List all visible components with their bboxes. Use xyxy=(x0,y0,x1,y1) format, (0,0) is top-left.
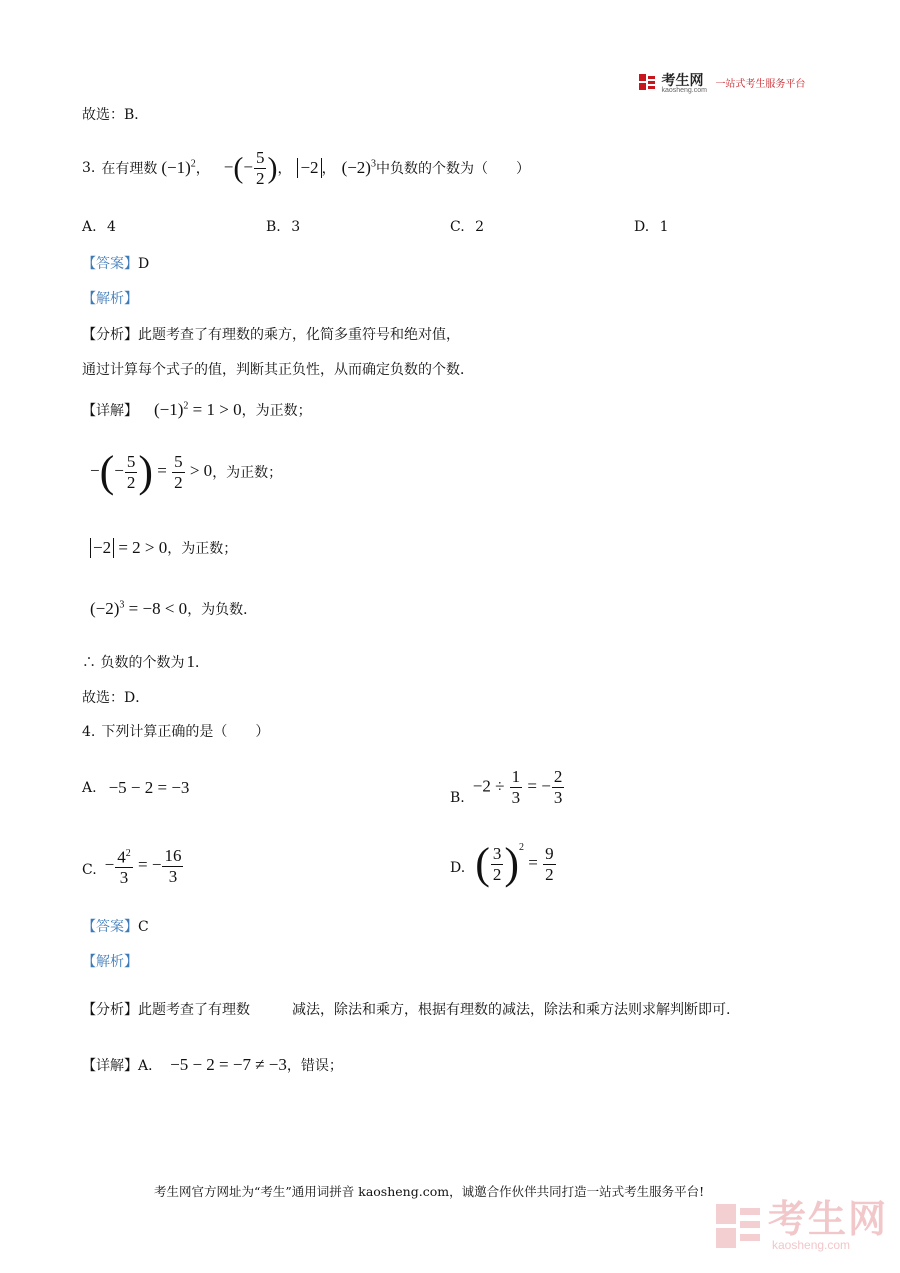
watermark-url: kaosheng.com xyxy=(772,1238,851,1252)
q3-analysis-label: 【解析】 xyxy=(82,291,138,307)
q3-expr-2: −(− $\frac{5}{2}$ ) xyxy=(223,147,278,188)
header-logo xyxy=(639,70,805,94)
q4-option-c: C. − $\frac{4^2}{3}$ = − $\frac{16}{3}$ xyxy=(82,845,182,888)
kaosheng-logo-icon xyxy=(639,74,655,90)
watermark-name: 考生网 xyxy=(768,1199,889,1241)
q3-answer-value: D xyxy=(138,256,150,272)
answer-label: 【答案】 xyxy=(82,919,138,935)
footer-text: 考生网官方网址为“考生”通用词拼音 kaosheng.com，诚邀合作伙伴共同打造一站式考生服务平台! xyxy=(154,1184,705,1199)
q4-number: 4. xyxy=(82,724,96,740)
q3-stem-prefix: 在有理数 xyxy=(101,161,158,177)
q4-fenxi: 【分析】此题考查了有理数 减法，除法和乘方，根据有理数的减法，除法和乘方法则求解判断即可. xyxy=(82,1002,731,1018)
q4-option-d: D. ( $\frac{3}{2}$ )$^2$ = $\frac{9}{2}$ xyxy=(450,839,554,888)
q3-sep-1: ， xyxy=(195,161,210,177)
q3-sep-2: ， xyxy=(277,161,292,177)
q3-detail-1: 【详解】 $(-1)^2 = 1 > 0$ ，为正数； xyxy=(82,400,312,419)
q3-expr-3: −2 xyxy=(297,158,321,178)
detail-label: 【详解】 xyxy=(82,1058,138,1074)
q4-answer-value: C xyxy=(138,919,149,935)
q3-expr-1: $(-1)^2$ xyxy=(161,158,196,177)
q3-fenxi-2: 通过计算每个式子的值，判断其正负性，从而确定负数的个数． xyxy=(82,362,474,378)
q3-option-c: C. 2 xyxy=(450,219,485,235)
q3-expr-4: $(-2)^3$ xyxy=(341,158,376,177)
header-logo-url: kaosheng.com xyxy=(661,87,707,94)
q3-conclusion: 故选：D． xyxy=(82,690,150,706)
q3-stem xyxy=(82,138,530,198)
q4-option-a: A. −5 − 2 = −3 xyxy=(82,778,190,797)
q3-option-a: A. 4 xyxy=(82,219,116,235)
q3-detail-3: −2 = 2 > 0 ，为正数； xyxy=(82,532,237,564)
q3-detail-2: −(− $\frac{5}{2}$ ) = $\frac{5}{2}$ > 0 ，为正数； xyxy=(90,447,283,496)
answer-label: 【答案】 xyxy=(82,256,138,272)
q3-therefore: ∴ 负数的个数为 1． xyxy=(82,652,209,671)
q4-stem: 4. 下列计算正确的是（ ） xyxy=(82,724,270,740)
q3-stem-suffix: 中负数的个数为（ ） xyxy=(375,161,530,177)
fenxi-label: 【分析】 xyxy=(82,327,138,343)
header-logo-name: 考生网 xyxy=(661,72,704,88)
q4-answer xyxy=(82,916,149,936)
watermark-logo-icon xyxy=(716,1204,762,1250)
detail-label: 【详解】 xyxy=(82,403,138,419)
header-slogan: 一站式考生服务平台 xyxy=(715,78,806,90)
q3-detail-4: $(-2)^3 = -8 < 0$ ，为负数． xyxy=(90,599,258,618)
fenxi-label: 【分析】 xyxy=(82,1002,138,1018)
q2-conclusion: 故选：B． xyxy=(82,107,149,123)
q3-option-d: D. 1 xyxy=(634,219,669,235)
q4-analysis-label: 【解析】 xyxy=(82,954,138,970)
q3-answer xyxy=(82,253,149,273)
q3-option-b: B. 3 xyxy=(266,219,301,235)
q4-detail-a: 【详解】 A． −5 − 2 = −7 ≠ −3 ，错误； xyxy=(82,1055,343,1074)
q4-option-b: B. −2 ÷ $\frac{1}{3}$ = − $\frac{2}{3}$ xyxy=(450,766,563,807)
q3-fenxi: 【分析】此题考查了有理数的乘方，化简多重符号和绝对值， xyxy=(82,327,460,343)
q3-number: 3. xyxy=(82,160,96,176)
watermark-logo xyxy=(716,1199,889,1256)
q3-sep-3: ， xyxy=(321,161,336,177)
